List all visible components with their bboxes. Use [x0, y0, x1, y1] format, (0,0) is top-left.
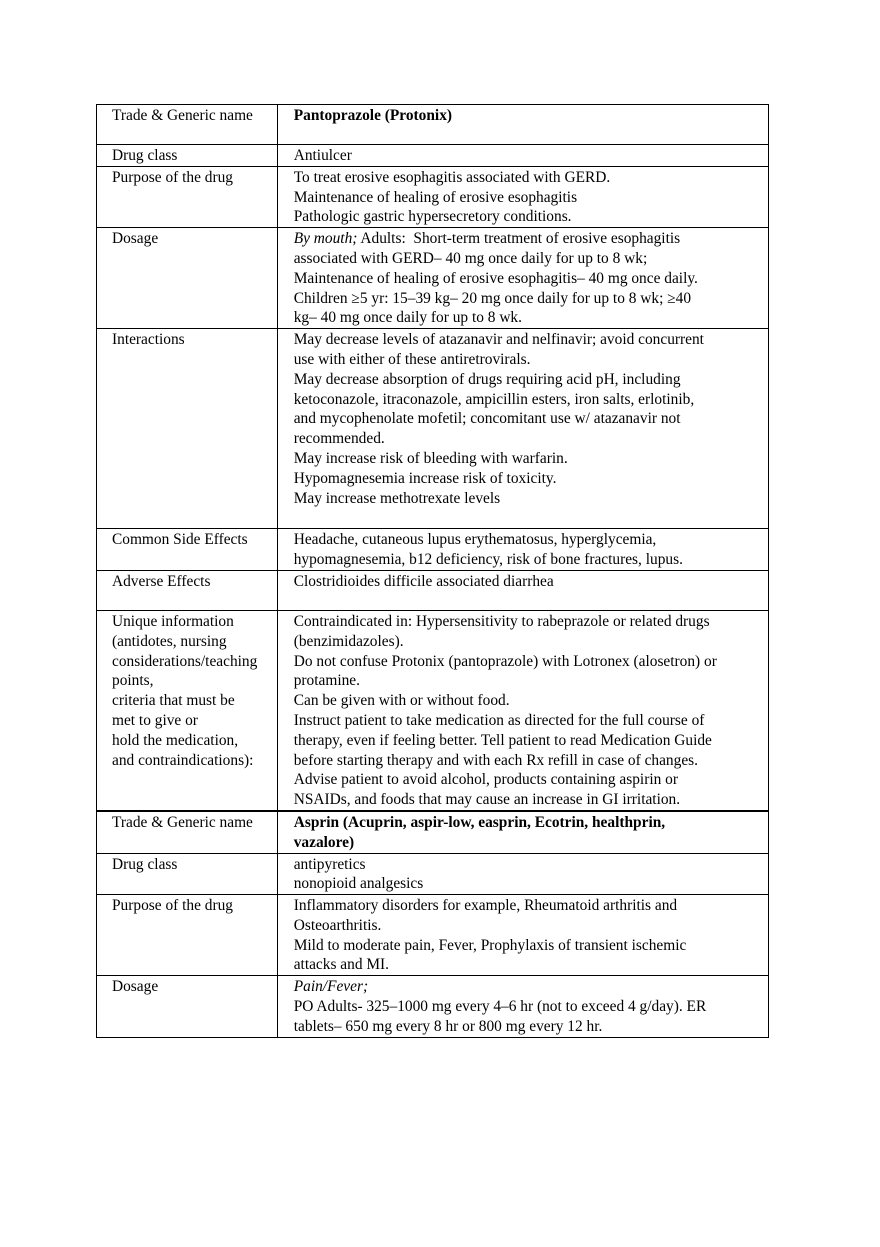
- text-line: Maintenance of healing of erosive esophagitis– 40 mg once daily.: [293, 269, 698, 287]
- text-line: attacks and MI.: [293, 956, 390, 974]
- row-label: Trade & Generic name: [97, 811, 278, 853]
- text-line: nonopioid analgesics: [293, 875, 424, 893]
- text-line: tablets– 650 mg every 8 hr or 800 mg every 12 hr.: [293, 1017, 603, 1035]
- text-line: May decrease levels of atazanavir and nelfinavir; avoid concurrent: [293, 331, 704, 349]
- text-line: points,: [112, 672, 154, 690]
- dosage-heading: Pain/Fever;: [293, 978, 369, 996]
- text-line: Contraindicated in: Hypersensitivity to rabeprazole or related drugs: [293, 612, 710, 630]
- row-unique-info: [97, 610, 769, 810]
- text-line: met to give or: [112, 711, 198, 729]
- text-line: use with either of these antiretrovirals.: [293, 350, 531, 368]
- row-label: Drug class: [97, 145, 278, 167]
- interactions-value: [277, 329, 768, 529]
- text-line: before starting therapy and with each Rx refill in case of changes.: [293, 751, 698, 769]
- drug-name: Pantoprazole (Protonix): [277, 105, 768, 145]
- row-interactions: [97, 329, 769, 529]
- text-line: (benzimidazoles).: [293, 632, 404, 650]
- text-line: Osteoarthritis.: [293, 916, 382, 934]
- text-line: Asprin (Acuprin, aspir-low, easprin, Ecotrin, healthprin,: [293, 813, 666, 831]
- unique-info-value: [277, 610, 768, 810]
- row-label: Adverse Effects: [97, 570, 278, 610]
- row-purpose: [97, 166, 769, 227]
- text-line: May decrease absorption of drugs requiring acid pH, including: [293, 370, 681, 388]
- text-line: antipyretics: [293, 855, 366, 873]
- text-line: considerations/teaching: [112, 652, 258, 670]
- text-line: protamine.: [293, 672, 360, 690]
- text-line: To treat erosive esophagitis associated with GERD.: [293, 168, 611, 186]
- text-line: hold the medication,: [112, 731, 239, 749]
- row-label: Common Side Effects: [97, 529, 278, 571]
- text-line: Inflammatory disorders for example, Rheumatoid arthritis and: [293, 897, 678, 915]
- text-line: Headache, cutaneous lupus erythematosus, hyperglycemia,: [293, 531, 657, 549]
- text-line: Maintenance of healing of erosive esophagitis: [293, 188, 578, 206]
- side-effects-value: [277, 529, 768, 571]
- row-trade-name: [97, 811, 769, 853]
- text-line: Advise patient to avoid alcohol, products containing aspirin or: [293, 771, 678, 789]
- text-line: associated with GERD– 40 mg once daily for up to 8 wk;: [293, 249, 648, 267]
- text-line: and mycophenolate mofetil; concomitant use w/ atazanavir not: [293, 410, 681, 428]
- text-line: therapy, even if feeling better. Tell patient to read Medication Guide: [293, 731, 712, 749]
- row-label: Trade & Generic name: [97, 105, 278, 145]
- row-label: Dosage: [97, 228, 278, 329]
- row-label: Drug class: [97, 853, 278, 895]
- text-line: Unique information: [112, 612, 234, 630]
- drug-class-value: Antiulcer: [277, 145, 768, 167]
- text-line: Pathologic gastric hypersecretory conditions.: [293, 208, 572, 226]
- text-line: (antidotes, nursing: [112, 632, 227, 650]
- text-line: May increase risk of bleeding with warfarin.: [293, 449, 568, 467]
- text-line: NSAIDs, and foods that may cause an increase in GI irritation.: [293, 791, 681, 809]
- text-line: kg– 40 mg once daily for up to 8 wk.: [293, 309, 522, 327]
- row-label: Purpose of the drug: [97, 166, 278, 227]
- text-line: May increase methotrexate levels: [293, 489, 501, 507]
- drug-name: [277, 811, 768, 853]
- dosage-value: [277, 228, 768, 329]
- text-line: Can be given with or without food.: [293, 692, 510, 710]
- adverse-effects-value: Clostridioides difficile associated diarrhea: [277, 570, 768, 610]
- row-side-effects: [97, 529, 769, 571]
- drug-class-value: [277, 853, 768, 895]
- text-line: Do not confuse Protonix (pantoprazole) with Lotronex (alosetron) or: [293, 652, 717, 670]
- dosage-route: By mouth;: [293, 230, 358, 248]
- row-label: Purpose of the drug: [97, 895, 278, 976]
- text-line: recommended.: [293, 430, 385, 448]
- drug-info-table: [96, 104, 769, 1038]
- text-line: Mild to moderate pain, Fever, Prophylaxis of transient ischemic: [293, 936, 687, 954]
- row-label: Dosage: [97, 976, 278, 1037]
- text-line: Hypomagnesemia increase risk of toxicity.: [293, 469, 557, 487]
- row-drug-class: [97, 853, 769, 895]
- text-line: Instruct patient to take medication as directed for the full course of: [293, 711, 705, 729]
- text-line: PO Adults- 325–1000 mg every 4–6 hr (not to exceed 4 g/day). ER: [293, 998, 707, 1016]
- row-dosage: [97, 228, 769, 329]
- row-trade-name: [97, 105, 769, 145]
- text-line: and contraindications):: [112, 751, 254, 769]
- text-line: criteria that must be: [112, 692, 235, 710]
- row-drug-class: [97, 145, 769, 167]
- text-line: vazalore): [293, 833, 355, 851]
- row-purpose: [97, 895, 769, 976]
- row-dosage: [97, 976, 769, 1037]
- row-adverse-effects: [97, 570, 769, 610]
- dosage-value: [277, 976, 768, 1037]
- purpose-value: [277, 166, 768, 227]
- text-line: hypomagnesemia, b12 deficiency, risk of bone fractures, lupus.: [293, 551, 683, 569]
- dosage-text: Adults: Short-term treatment of erosive esophagitis: [357, 230, 681, 248]
- text-line: ketoconazole, itraconazole, ampicillin esters, iron salts, erlotinib,: [293, 390, 695, 408]
- purpose-value: [277, 895, 768, 976]
- text-line: Children ≥5 yr: 15–39 kg– 20 mg once daily for up to 8 wk; ≥40: [293, 289, 692, 307]
- text-line: [294, 229, 766, 249]
- row-label: [97, 610, 278, 810]
- row-label: Interactions: [97, 329, 278, 529]
